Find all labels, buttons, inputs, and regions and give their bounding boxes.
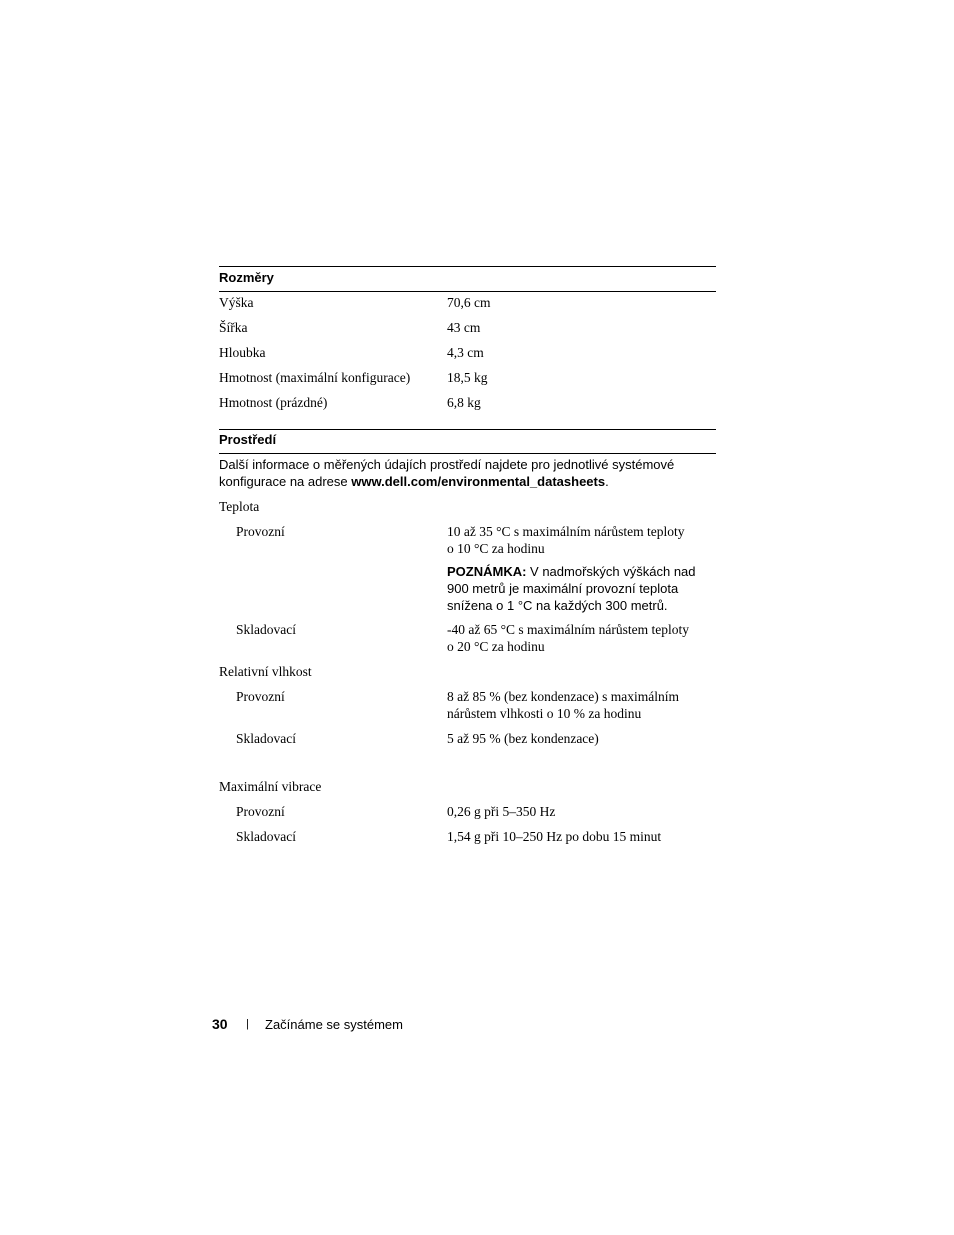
dimensions-label-weight-max: Hmotnost (maximální konfigurace) xyxy=(219,370,411,385)
chapter-title: Začínáme se systémem xyxy=(265,1017,403,1032)
environment-intro-line2 xyxy=(219,473,609,490)
humidity-storage-label: Skladovací xyxy=(236,731,296,746)
dimensions-value-weight-max: 18,5 kg xyxy=(447,370,488,385)
vibration-operating-value: 0,26 g při 5–350 Hz xyxy=(447,804,556,819)
environmental-datasheets-link[interactable]: www.dell.com/environmental_datasheets xyxy=(351,474,606,489)
temperature-operating-label: Provozní xyxy=(236,524,285,539)
environment-top-rule xyxy=(219,429,716,430)
dimensions-value-weight-empty: 6,8 kg xyxy=(447,395,481,410)
temperature-storage-value-line2: o 20 °C za hodinu xyxy=(447,639,545,654)
dimensions-label-width: Šířka xyxy=(219,320,248,335)
footer-separator: | xyxy=(246,1018,249,1030)
temperature-operating-value-line1: 10 až 35 °C s maximálním nárůstem teploty xyxy=(447,524,685,539)
page-number: 30 xyxy=(212,1016,228,1032)
temperature-note-line3: snížena o 1 °C na každých 300 metrů. xyxy=(447,598,668,613)
dimensions-value-height: 70,6 cm xyxy=(447,295,491,310)
environment-intro-prefix: konfigurace na adrese xyxy=(219,474,352,489)
dimensions-label-height: Výška xyxy=(219,295,254,310)
environment-header-rule xyxy=(219,453,716,454)
dimensions-heading: Rozměry xyxy=(219,270,274,285)
dimensions-value-depth: 4,3 cm xyxy=(447,345,484,360)
environment-intro-suffix: . xyxy=(605,474,609,489)
temperature-operating-value-line2: o 10 °C za hodinu xyxy=(447,541,545,556)
temperature-storage-value-line1: -40 až 65 °C s maximálním nárůstem teploty xyxy=(447,622,689,637)
temperature-storage-label: Skladovací xyxy=(236,622,296,637)
dimensions-header-rule xyxy=(219,291,716,292)
vibration-storage-value: 1,54 g při 10–250 Hz po dobu 15 minut xyxy=(447,829,662,844)
vibration-storage-label: Skladovací xyxy=(236,829,296,844)
dimensions-label-depth: Hloubka xyxy=(219,345,266,360)
environment-heading: Prostředí xyxy=(219,432,277,447)
vibration-operating-label: Provozní xyxy=(236,804,285,819)
humidity-label: Relativní vlhkost xyxy=(219,664,312,679)
environment-intro-line1: Další informace o měřených údajích prostředí najdete pro jednotlivé systémové xyxy=(219,457,675,472)
humidity-operating-value-line1: 8 až 85 % (bez kondenzace) s maximálním xyxy=(447,689,680,704)
vibration-label: Maximální vibrace xyxy=(219,779,322,794)
temperature-label: Teplota xyxy=(219,499,260,514)
humidity-storage-value: 5 až 95 % (bez kondenzace) xyxy=(447,731,599,746)
dimensions-label-weight-empty: Hmotnost (prázdné) xyxy=(219,395,328,410)
temperature-note-line2: 900 metrů je maximální provozní teplota xyxy=(447,581,679,596)
note-text: V nadmořských výškách nad xyxy=(526,564,696,579)
dimensions-top-rule xyxy=(219,266,716,267)
note-label: POZNÁMKA: xyxy=(447,564,527,579)
temperature-note-line1 xyxy=(447,563,696,580)
humidity-operating-value-line2: nárůstem vlhkosti o 10 % za hodinu xyxy=(447,706,642,721)
dimensions-value-width: 43 cm xyxy=(447,320,481,335)
humidity-operating-label: Provozní xyxy=(236,689,285,704)
